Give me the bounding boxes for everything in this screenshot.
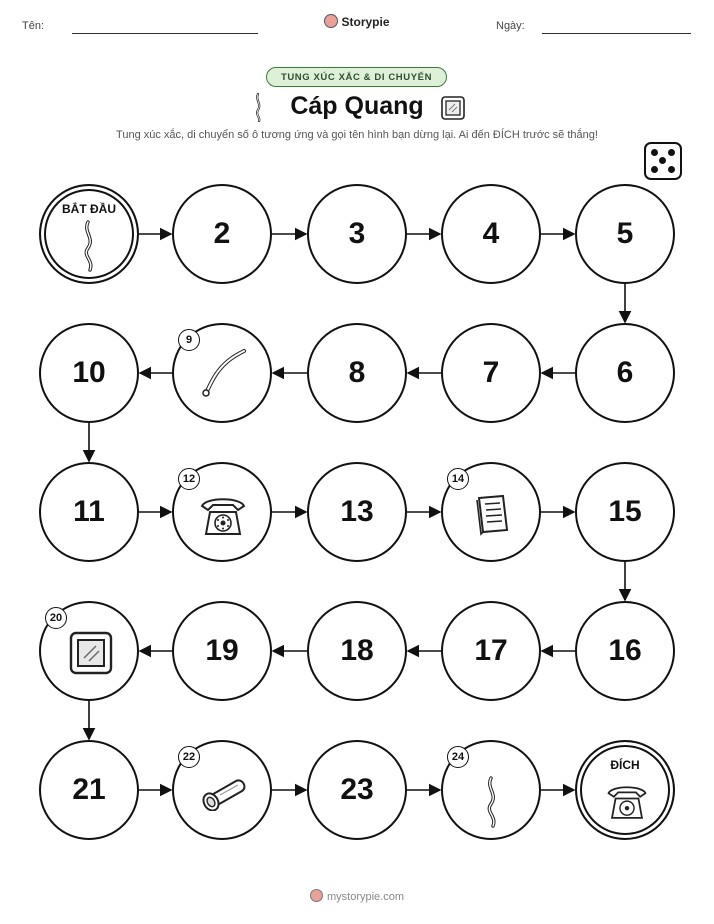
finish-label: ĐÍCH [610, 758, 640, 772]
space-number: 6 [616, 356, 634, 389]
picture-space [172, 323, 272, 423]
space-number: 4 [482, 217, 500, 250]
picture-space [172, 740, 272, 840]
space-number-badge: 12 [178, 468, 200, 490]
number-space [441, 184, 541, 284]
number-space [307, 184, 407, 284]
space-number: 13 [340, 495, 374, 528]
number-space [307, 323, 407, 423]
number-space [39, 462, 139, 562]
fiber-strand-icon [198, 347, 250, 399]
start-space [39, 184, 139, 284]
space-number: 8 [348, 356, 366, 389]
activity-tag: TUNG XÚC XẮC & DI CHUYỂN [266, 67, 447, 87]
space-number-badge: 24 [447, 746, 469, 768]
number-space [575, 462, 675, 562]
number-space [307, 462, 407, 562]
picture-space [39, 601, 139, 701]
page-title: Cáp Quang [290, 92, 424, 120]
space-number: 17 [474, 634, 508, 667]
space-number: 2 [213, 217, 231, 250]
instructions: Tung xúc xắc, di chuyển số ô tương ứng và gọi tên hình bạn dừng lại. Ai đến ĐÍCH trước sẽ thắng! [116, 129, 598, 141]
space-number: 21 [72, 773, 106, 806]
name-label: Tên: [22, 20, 45, 32]
start-label: BẮT ĐẦU [62, 202, 116, 216]
document-icon [473, 492, 513, 536]
space-number: 5 [616, 217, 634, 250]
picture-space [441, 462, 541, 562]
number-space [575, 323, 675, 423]
space-number: 3 [348, 217, 366, 250]
number-space [172, 601, 272, 701]
picture-space [172, 462, 272, 562]
number-space [441, 601, 541, 701]
number-space [172, 184, 272, 284]
number-space [307, 740, 407, 840]
space-number: 23 [340, 773, 374, 806]
picture-space [441, 740, 541, 840]
number-space [39, 323, 139, 423]
footer-site: mystorypie.com [326, 891, 405, 903]
space-number: 10 [72, 356, 106, 389]
number-space [575, 601, 675, 701]
space-number-badge: 22 [178, 746, 200, 768]
finish-space [575, 740, 675, 840]
space-number-badge: 9 [178, 329, 200, 351]
space-number: 16 [608, 634, 642, 667]
glass-panel-icon [68, 630, 114, 676]
space-number: 18 [340, 634, 374, 667]
fiber-cable-icon [482, 776, 504, 828]
brand-name: Storypie [341, 15, 390, 29]
space-number: 11 [73, 495, 105, 528]
storypie-logo-icon [310, 889, 323, 902]
telephone-icon [605, 782, 649, 822]
number-space [39, 740, 139, 840]
date-label: Ngày: [496, 20, 525, 32]
space-number: 7 [482, 356, 500, 389]
fiber-cable-icon [79, 220, 101, 272]
number-space [441, 323, 541, 423]
pipe-tube-icon [198, 775, 250, 811]
footer [0, 889, 714, 903]
number-space [307, 601, 407, 701]
space-number: 15 [608, 495, 642, 528]
space-number-badge: 14 [447, 468, 469, 490]
space-number-badge: 20 [45, 607, 67, 629]
telephone-icon [198, 494, 248, 538]
number-space [575, 184, 675, 284]
space-number: 19 [205, 634, 239, 667]
